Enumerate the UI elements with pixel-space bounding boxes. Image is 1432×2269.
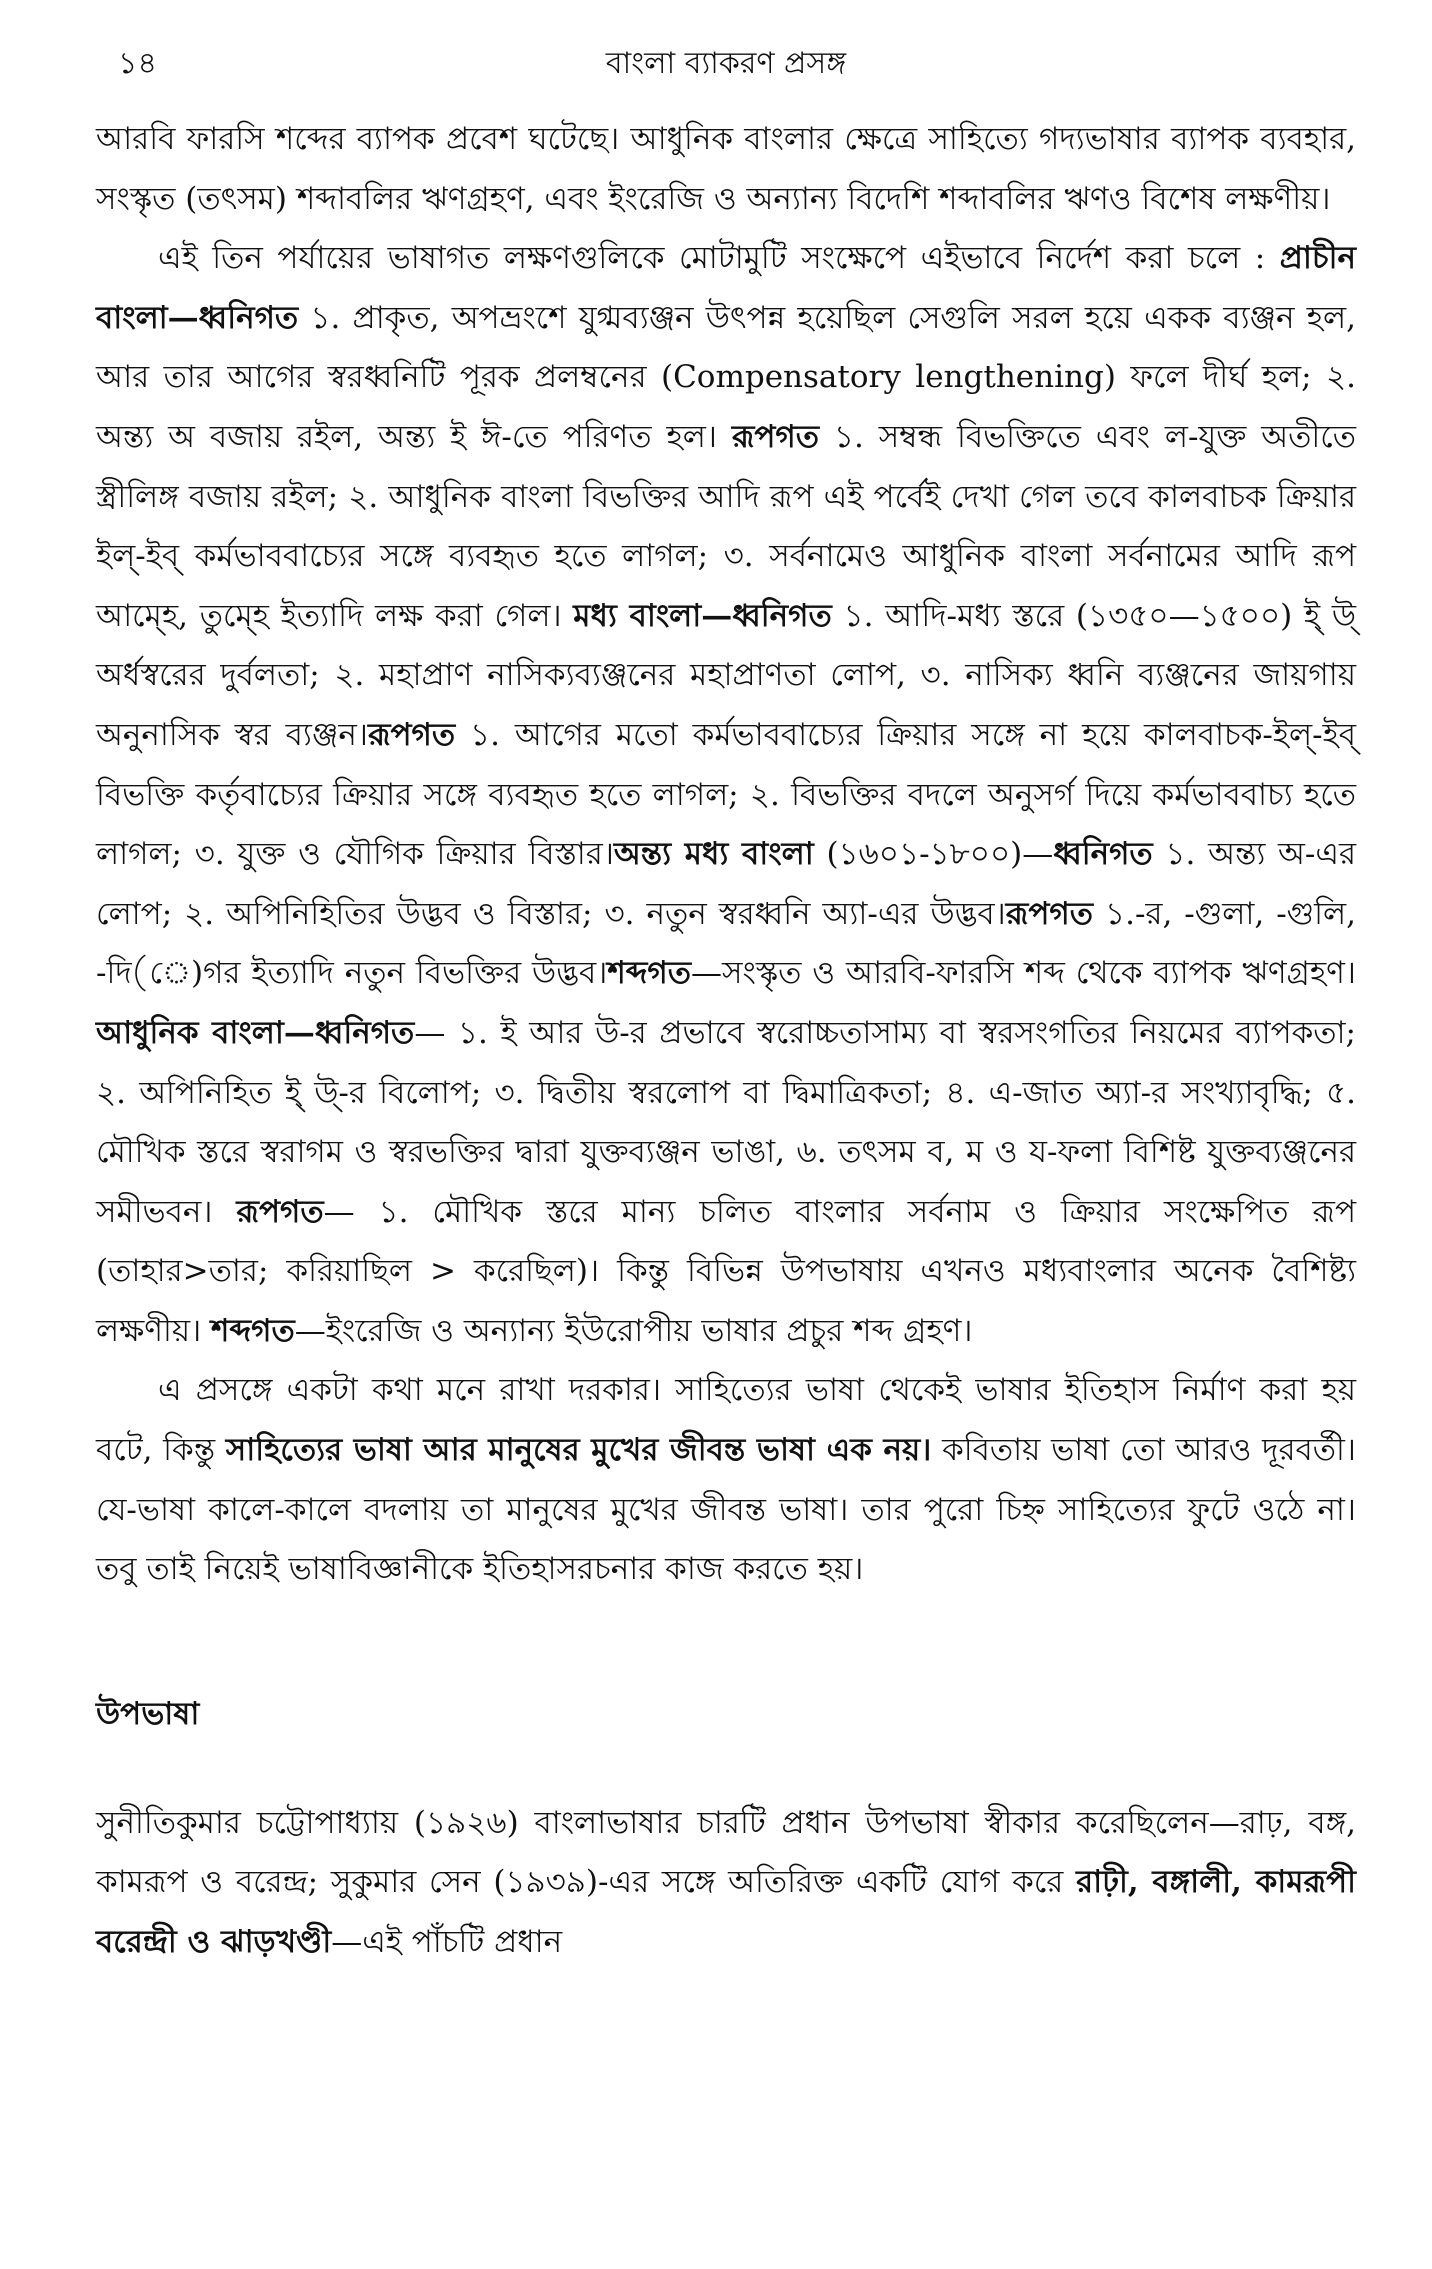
text-run: ১. প্রাকৃত, অপভ্রংশে যুগ্মব্যঞ্জন উৎপন্ন হয়েছিল সেগুলি সরল হয়ে একক ব্যঞ্জন হল, আর তার আগের স্বরধ্বনিটি পূরক প্রলম্বনের (Compensatory lengthening) ফলে দীর্ঘ হল; ২. অন্ত্য অ বজায় রইল, অন্ত্য ই ঈ-তে পরিণত হল। [96, 299, 1356, 455]
text-run: (১৬০১-১৮০০)— [813, 836, 1054, 873]
text-run: এই তিন পর্যায়ের ভাষাগত লক্ষণগুলিকে মোটামুটি সংক্ষেপে এইভাবে নির্দেশ করা চলে : [158, 240, 1280, 277]
text-run: —ইংরেজি ও অন্যান্য ইউরোপীয় ভাষার প্রচুর শব্দ গ্রহণ। [294, 1312, 973, 1349]
text-run: ১. আগের মতো কর্মভাববাচ্যের ক্রিয়ার সঙ্গে না হয়ে কালবাচক-ইল্-ইব্ বিভক্তি কর্তৃবাচ্যের ক্রিয়ার সঙ্গে ব্যবহৃত হতে লাগল; ২. বিভক্তির বদলে অনুসর্গ দিয়ে কর্মভাববাচ্য হতে লাগল; ৩. যুক্ত ও যৌগিক ক্রিয়ার বিস্তার। [96, 716, 1356, 873]
text-run: —এই পাঁচটি প্রধান [331, 1924, 563, 1961]
bold-term: শব্দগত [211, 1312, 295, 1349]
bold-phrase: সাহিত্যের ভাষা আর মানুষের মুখের জীবন্ত ভাষা এক নয়। [225, 1432, 932, 1469]
bold-term: রূপগত [1005, 895, 1093, 932]
page-number: ১৪ [118, 46, 157, 81]
text-run: কবিতায় ভাষা তো আরও দূরবর্তী। যে-ভাষা কালে-কালে বদলায় তা মানুষের মুখের জীবন্ত ভাষা। তার পুরো চিহ্ন সাহিত্যের ফুটে ওঠে না। তবু তাই নিয়েই ভাষাবিজ্ঞানীকে ইতিহাসরচনার কাজ করতে হয়। [96, 1432, 1356, 1588]
text-run: ১.-র, -গুলা, -গুলি, -দি(ে)গর ইত্যাদি নতুন বিভক্তির উদ্ভব। [96, 895, 1356, 992]
book-title: বাংলা ব্যাকরণ প্রসঙ্গ [605, 46, 847, 81]
text-run: — ১. মৌখিক স্তরে মান্য চলিত বাংলার সর্বনাম ও ক্রিয়ার সংক্ষেপিত রূপ (তাহার>তার; করিয়াছিল > করেছিল)। কিন্তু বিভিন্ন উপভাষায় এখনও মধ্যবাংলার অনেক বৈশিষ্ট্য লক্ষণীয়। [96, 1193, 1356, 1349]
bold-term: রাঢ়ী, বঙ্গালী, কামরূপী বরেন্দ্রী ও ঝাড়খণ্ডী [96, 1864, 1356, 1961]
text-run: — ১. ই আর উ-র প্রভাবে স্বরোচ্চতাসাম্য বা স্বরসংগতির নিয়মের ব্যাপকতা; ২. অপিনিহিত ই্ উ্-র বিলোপ; ৩. দ্বিতীয় স্বরলোপ বা দ্বিমাত্রিকতা; ৪. এ-জাত অ্যা-র সংখ্যাবৃদ্ধি; ৫. মৌখিক স্তরে স্বরাগম ও স্বরভক্তির দ্বারা যুক্তব্যঞ্জন ভাঙা, ৬. তৎসম ব, ম ও য-ফলা বিশিষ্ট যুক্তব্যঞ্জনের সমীভবন। [96, 1014, 1356, 1230]
text-run: ১. অন্ত্য অ-এর লোপ; ২. অপিনিহিতির উদ্ভব ও বিস্তার; ৩. নতুন স্বরধ্বনি অ্যা-এর উদ্ভব। [96, 836, 1357, 932]
bold-term: ধ্বনিগত [1053, 836, 1153, 873]
bold-term: রূপগত [236, 1193, 324, 1230]
text-run: —সংস্কৃত ও আরবি-ফারসি শব্দ থেকে ব্যাপক ঋণগ্রহণ। [691, 955, 1356, 992]
bold-term: অন্ত্য মধ্য বাংলা [613, 836, 814, 873]
bold-term: মধ্য বাংলা—ধ্বনিগত [573, 597, 832, 634]
bold-term: শব্দগত [607, 955, 692, 992]
text-run: সুনীতিকুমার চট্টোপাধ্যায় (১৯২৬) বাংলাভাষার চারটি প্রধান উপভাষা স্বীকার করেছিলেন—রাঢ়, বঙ্গ, কামরূপ ও বরেন্দ্র; সুকুমার সেন (১৯৩৯)-এর সঙ্গে অতিরিক্ত একটি যোগ করে [96, 1804, 1356, 1901]
text-run: এ প্রসঙ্গে একটা কথা মনে রাখা দরকার। সাহিত্যের ভাষা থেকেই ভাষার ইতিহাস নির্মাণ করা হয় বটে, কিন্তু [96, 1372, 1356, 1469]
body-text [96, 110, 1356, 1973]
paragraph-4 [96, 1794, 1356, 1973]
paragraph-3 [96, 1361, 1356, 1599]
text-run: ১. আদি-মধ্য স্তরে (১৩৫০—১৫০০) ই্ উ্ অর্ধস্বরের দুর্বলতা; ২. মহাপ্রাণ নাসিক্যব্যঞ্জনের মহাপ্রাণতা লোপ, ৩. নাসিক্য ধ্বনি ব্যঞ্জনের জায়গায় অনুনাসিক স্বর ব্যঞ্জন। [96, 597, 1356, 753]
text-run: আরবি ফারসি শব্দের ব্যাপক প্রবেশ ঘটেছে। আধুনিক বাংলার ক্ষেত্রে সাহিত্যে গদ্যভাষার ব্যাপক ব্যবহার, সংস্কৃত (তৎসম) শব্দাবলির ঋণগ্রহণ, এবং ইংরেজি ও অন্যান্য বিদেশি শব্দাবলির ঋণও বিশেষ লক্ষণীয়। [96, 121, 1356, 217]
text-run: ১. সম্বন্ধ বিভক্তিতে এবং ল-যুক্ত অতীতে স্ত্রীলিঙ্গ বজায় রইল; ২. আধুনিক বাংলা বিভক্তির আদি রূপ এই পর্বেই দেখা গেল তবে কালবাচক ক্রিয়ার ইল্-ইব্ কর্মভাববাচ্যের সঙ্গে ব্যবহৃত হতে লাগল; ৩. সর্বনামেও আধুনিক বাংলা সর্বনামের আদি রূপ আম্হে, তুম্হে ইত্যাদি লক্ষ করা গেল। [96, 418, 1356, 634]
bold-term: প্রাচীন বাংলা—ধ্বনিগত [96, 240, 1356, 336]
paragraph-1 [96, 110, 1356, 229]
bold-term: রূপগত [731, 418, 820, 455]
section-heading: উপভাষা [96, 1695, 200, 1732]
bold-term: আধুনিক বাংলা—ধ্বনিগত [96, 1014, 415, 1051]
running-head [96, 40, 1356, 88]
paragraph-2 [96, 229, 1356, 1361]
bold-term: রূপগত [367, 716, 456, 753]
